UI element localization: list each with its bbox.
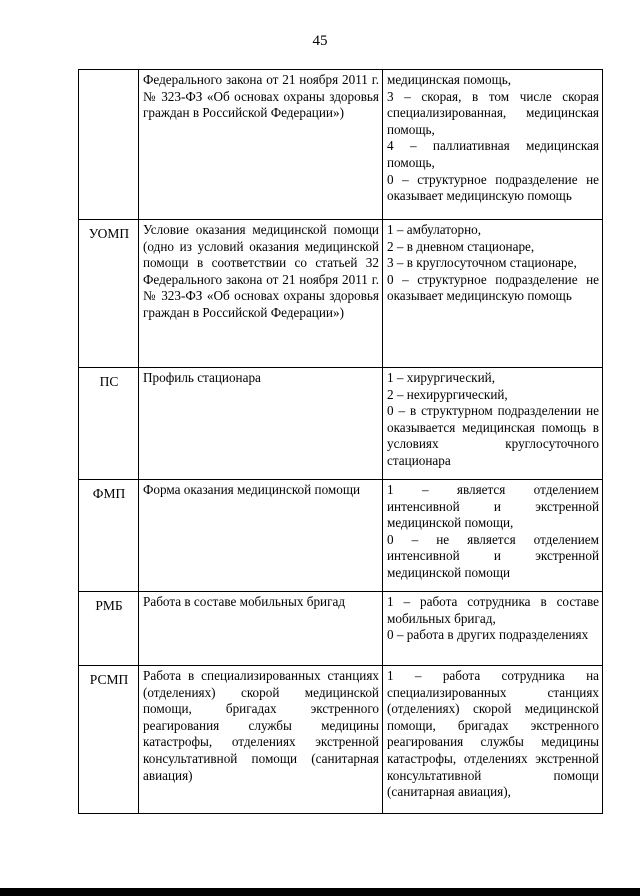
field-name [139, 220, 383, 368]
field-name-text: Форма оказания медицинской помощи [143, 482, 361, 497]
field-code: ПС [79, 368, 139, 480]
value-line: 1 – работа сотрудника на специализированных станциях (отделениях) скорой медицинской помощи, бригадах экстренного реагирования службы медицины катастрофы, отделениях экстренной консультативной помощи (санитарная авиация), [387, 668, 599, 800]
field-name [139, 666, 383, 814]
table-row [79, 480, 603, 592]
scan-border [0, 888, 640, 896]
field-values [383, 70, 603, 220]
table-row [79, 666, 603, 814]
value-line: 0 – структурное подразделение не оказывает медицинскую помощь [387, 271, 599, 304]
table-row [79, 70, 603, 220]
table-row [79, 220, 603, 368]
field-name-text: Работа в составе мобильных бригад [143, 594, 346, 609]
field-values [383, 368, 603, 480]
field-code: УОМП [79, 220, 139, 368]
value-line: 3 – скорая, в том числе скорая специализированная, медицинская помощь, [387, 88, 599, 137]
field-code: РСМП [79, 666, 139, 814]
field-name [139, 480, 383, 592]
value-line: 0 – в структурном подразделении не оказывается медицинская помощь в условиях круглосуточного стационара [387, 403, 599, 468]
field-values [383, 592, 603, 666]
value-line: 1 – амбулаторно, [387, 222, 482, 237]
value-line: 0 – не является отделением интенсивной и экстренной медицинской помощи [387, 531, 599, 580]
value-line: 2 – в дневном стационаре, [387, 238, 535, 254]
field-name-text: Профиль стационара [143, 370, 261, 385]
table-row [79, 368, 603, 480]
field-code: РМБ [79, 592, 139, 666]
value-line: 1 – работа сотрудника в составе мобильных бригад, [387, 594, 599, 626]
value-line: медицинская помощь, [387, 72, 512, 87]
value-line: 1 – хирургический, [387, 370, 495, 385]
field-name-text: Условие оказания медицинской помощи (одно из условий оказания медицинской помощи в соответствии со статьей 32 Федерального закона от 21 ноября 2011 г. № 323-ФЗ «Об основах охраны здоровья граждан в Российской Федерации») [143, 222, 379, 320]
field-values [383, 480, 603, 592]
field-name [139, 592, 383, 666]
value-line: 2 – нехирургический, [387, 386, 508, 402]
field-code [79, 70, 139, 220]
value-line: 3 – в круглосуточном стационаре, [387, 255, 577, 271]
field-code: ФМП [79, 480, 139, 592]
field-name [139, 70, 383, 220]
fields-table [78, 69, 603, 814]
page-number: 45 [312, 33, 328, 49]
field-name-text: Работа в специализированных станциях (отделениях) скорой медицинской помощи, бригадах экстренного реагирования службы медицины катастрофы, отделениях экстренной консультативной помощи (санитарная авиация) [143, 668, 379, 783]
value-line: 0 – работа в других подразделениях [387, 627, 589, 643]
table-row [79, 592, 603, 666]
value-line: 1 – является отделением интенсивной и экстренной медицинской помощи, [387, 482, 599, 531]
field-values [383, 220, 603, 368]
value-line: 4 – паллиативная медицинская помощь, [387, 138, 599, 170]
field-name-text: Федерального закона от 21 ноября 2011 г. № 323-ФЗ «Об основах охраны здоровья граждан в Российской Федерации») [143, 72, 379, 121]
field-name [139, 368, 383, 480]
field-values [383, 666, 603, 814]
value-line: 0 – структурное подразделение не оказывает медицинскую помощь [387, 171, 599, 204]
